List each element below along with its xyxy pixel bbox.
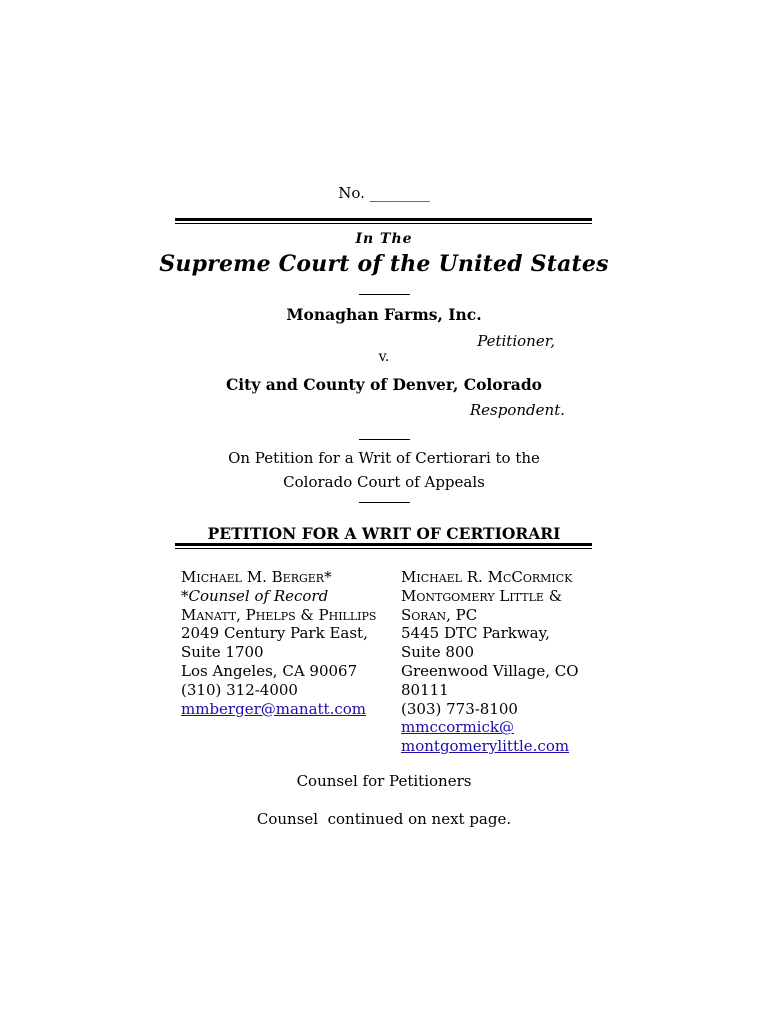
separator-rule bbox=[359, 294, 410, 295]
on-petition-line1: On Petition for a Writ of Certiorari to the bbox=[228, 449, 540, 467]
petitioner-name: Monaghan Farms, Inc. bbox=[286, 305, 482, 324]
separator-rule bbox=[359, 502, 410, 503]
counsel-firm: Manatt, Phelps & Phillips bbox=[181, 605, 377, 624]
counsel-email-link[interactable]: mmberger@manatt.com bbox=[181, 699, 366, 718]
counsel-address-line: Suite 800 bbox=[401, 643, 475, 662]
top-rule-thick bbox=[175, 218, 592, 221]
top-rule-thin bbox=[175, 223, 592, 224]
counsel-of-record-note: *Counsel of Record bbox=[181, 586, 329, 605]
counsel-zip: 80111 bbox=[401, 680, 449, 699]
docket-number: No. ________ bbox=[338, 184, 430, 202]
respondent-name: City and County of Denver, Colorado bbox=[225, 375, 543, 394]
on-petition-line2: Colorado Court of Appeals bbox=[283, 473, 485, 491]
counsel-name: Michael M. Berger* bbox=[181, 568, 332, 586]
counsel-city: Greenwood Village, CO bbox=[401, 661, 579, 680]
versus: v. bbox=[378, 349, 390, 365]
separator-rule bbox=[359, 439, 410, 440]
counsel-right-block bbox=[401, 568, 579, 756]
counsel-for-petitioners: Counsel for Petitioners bbox=[296, 772, 472, 790]
counsel-email-link[interactable]: mmccormick@ bbox=[401, 718, 514, 737]
court-prefix: In The bbox=[355, 231, 413, 247]
counsel-continued-note: Counsel continued on next page. bbox=[256, 810, 512, 828]
counsel-left-block bbox=[181, 568, 376, 718]
counsel-email-link[interactable]: montgomerylittle.com bbox=[401, 737, 570, 756]
title-rule-thin bbox=[175, 548, 592, 549]
counsel-firm: Montgomery Little & bbox=[401, 586, 563, 605]
court-name: Supreme Court of the United States bbox=[159, 251, 609, 277]
petitioner-role: Petitioner, bbox=[477, 332, 555, 350]
counsel-address-line: Suite 1700 bbox=[181, 643, 264, 662]
counsel-name: Michael R. McCormick bbox=[401, 568, 573, 586]
document-title: PETITION FOR A WRIT OF CERTIORARI bbox=[207, 524, 561, 543]
respondent-role: Respondent. bbox=[469, 401, 565, 419]
counsel-city: Los Angeles, CA 90067 bbox=[181, 661, 358, 680]
title-rule-thick bbox=[175, 543, 592, 546]
counsel-firm: Soran, PC bbox=[401, 605, 478, 624]
counsel-address-line: 2049 Century Park East, bbox=[181, 624, 368, 643]
counsel-address-line: 5445 DTC Parkway, bbox=[401, 624, 550, 643]
counsel-phone: (303) 773-8100 bbox=[401, 699, 518, 718]
counsel-phone: (310) 312-4000 bbox=[181, 680, 298, 699]
